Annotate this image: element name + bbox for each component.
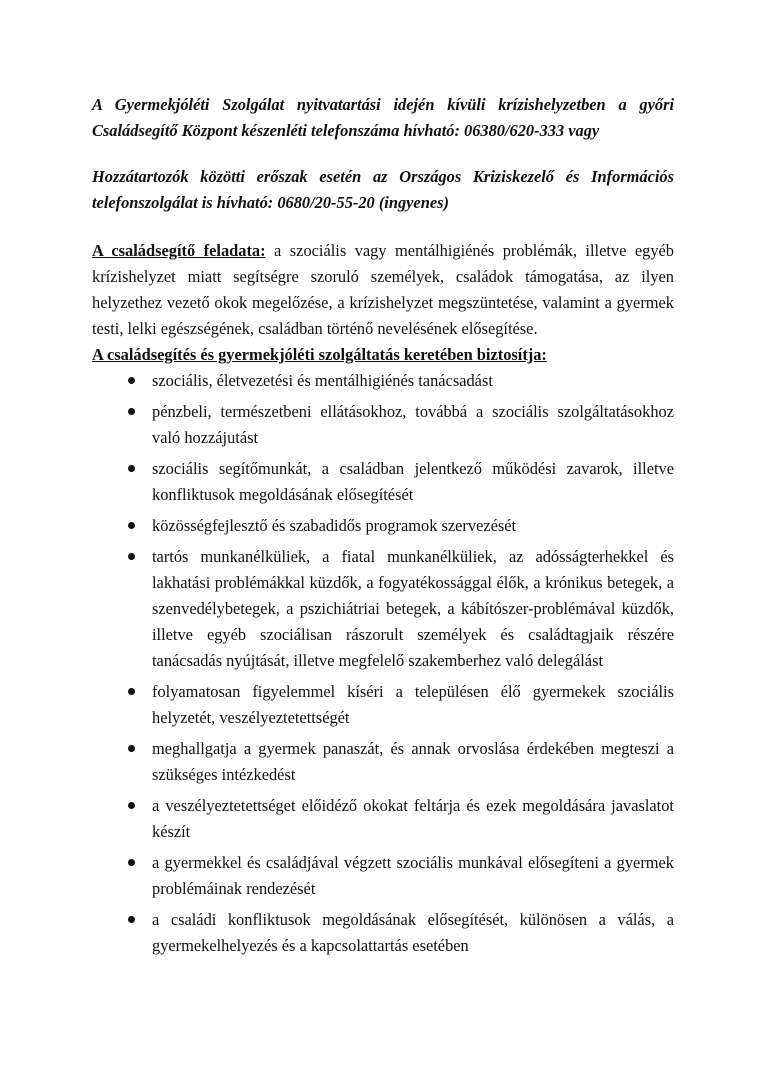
- list-item: szociális segítőmunkát, a családban jelentkező működési zavarok, illetve konfliktusok megoldásának elősegítését: [92, 456, 674, 508]
- list-item: a családi konfliktusok megoldásának elősegítését, különösen a válás, a gyermekelhelyezés és a kapcsolattartás esetében: [92, 907, 674, 959]
- services-heading: A családsegítés és gyermekjóléti szolgáltatás keretében biztosítja:: [92, 345, 547, 364]
- document-page: [92, 92, 674, 964]
- intro-heading: A családsegítő feladata:: [92, 241, 266, 260]
- list-item: tartós munkanélküliek, a fiatal munkanélküliek, az adósságterhekkel és lakhatási problémákkal küzdők, a fogyatékossággal élők, a krónikus betegek, a szenvedélybetegek, a pszichiátriai betegek, a kábítószer-problémával küzdők, illetve egyéb szociálisan rászorult személyek és családtagjaik részére tanácsadás nyújtását, illetve megfelelő szakemberhez való delegálást: [92, 544, 674, 674]
- services-list: [92, 368, 674, 959]
- list-item: folyamatosan figyelemmel kíséri a településen élő gyermekek szociális helyzetét, veszélyeztetettségét: [92, 679, 674, 731]
- crisis-phone-notice: A Gyermekjóléti Szolgálat nyitvatartási idején kívüli krízishelyzetben a győri Családsegítő Központ készenléti telefonszáma hívható: 06380/620-333 vagy: [92, 95, 674, 140]
- bullet-icon: [128, 745, 135, 752]
- list-item: a veszélyeztetettséget előidéző okokat feltárja és ezek megoldására javaslatot készít: [92, 793, 674, 845]
- intro-paragraph: [92, 238, 674, 342]
- bullet-icon: [128, 553, 135, 560]
- list-item: szociális, életvezetési és mentálhigiénés tanácsadást: [92, 368, 674, 394]
- bullet-icon: [128, 522, 135, 529]
- list-item: közösségfejlesztő és szabadidős programok szervezését: [92, 513, 674, 539]
- bullet-icon: [128, 408, 135, 415]
- list-item: a gyermekkel és családjával végzett szociális munkával elősegíteni a gyermek problémáinak rendezését: [92, 850, 674, 902]
- bullet-icon: [128, 688, 135, 695]
- bullet-icon: [128, 802, 135, 809]
- domestic-violence-phone-notice: Hozzátartozók közötti erőszak esetén az Országos Kriziskezelő és Információs telefonszolgálat is hívható: 0680/20-55-20 (ingyenes): [92, 167, 674, 212]
- bullet-icon: [128, 465, 135, 472]
- bullet-icon: [128, 916, 135, 923]
- bullet-icon: [128, 859, 135, 866]
- list-item: pénzbeli, természetbeni ellátásokhoz, továbbá a szociális szolgáltatásokhoz való hozzájutást: [92, 399, 674, 451]
- list-item: meghallgatja a gyermek panaszát, és annak orvoslása érdekében megteszi a szükséges intézkedést: [92, 736, 674, 788]
- intro-text: a szociális vagy mentálhigiénés problémák, illetve egyéb krízishelyzet miatt segítségre szoruló személyek, családok támogatása, az ilyen helyzethez vezető okok megelőzése, a krízishelyzet megszüntetése, valamint a gyermek testi, lelki egészségének, családban történő nevelésének elősegítése.: [92, 241, 674, 338]
- bullet-icon: [128, 377, 135, 384]
